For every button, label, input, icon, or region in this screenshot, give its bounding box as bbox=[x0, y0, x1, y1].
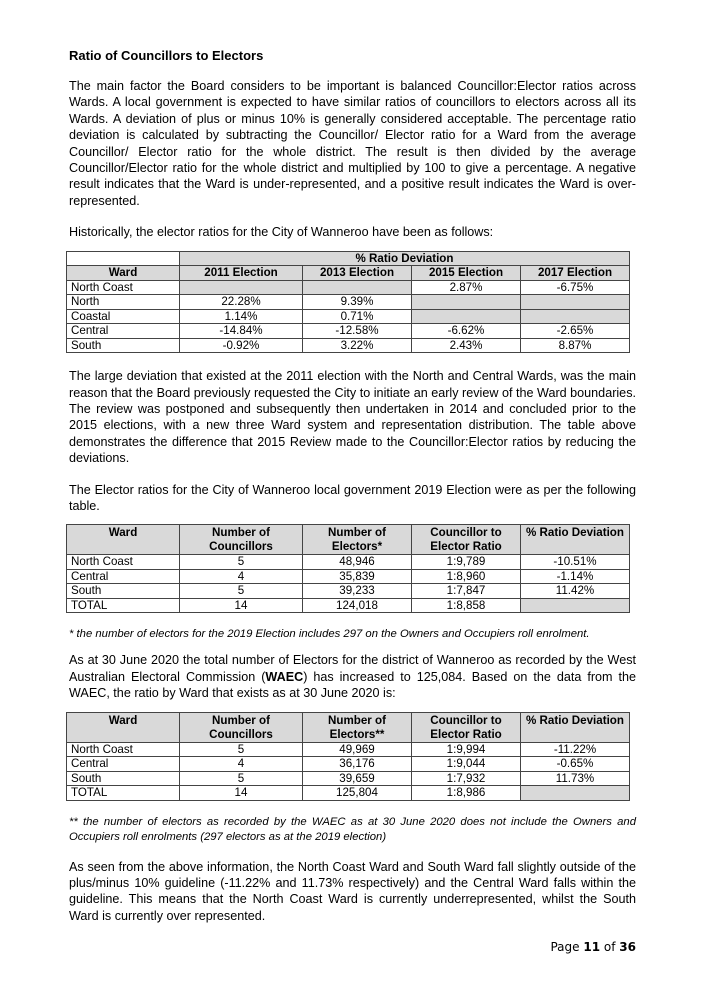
table-row: North Coast 5 48,946 1:9,789 -10.51% bbox=[67, 555, 630, 570]
col-header: Number of Electors** bbox=[303, 712, 412, 742]
table-row: North Coast 5 49,969 1:9,994 -11.22% bbox=[67, 742, 630, 757]
footnote-2019: * the number of electors for the 2019 Election includes 297 on the Owners and Occupiers roll enrolment. bbox=[69, 628, 590, 641]
col-header: Ward bbox=[67, 525, 180, 555]
col-header: Number of Councillors bbox=[180, 712, 303, 742]
col-header: Councillor to Elector Ratio bbox=[412, 525, 521, 555]
col-header: 2015 Election bbox=[412, 266, 521, 281]
table-row: North Coast 2.87% -6.75% bbox=[67, 280, 630, 295]
section-heading: Ratio of Councillors to Electors bbox=[69, 48, 264, 63]
history-paragraph: Historically, the elector ratios for the City of Wanneroo have been as follows: bbox=[69, 225, 494, 240]
waec-2020-table bbox=[66, 712, 630, 801]
conclusion-paragraph: As seen from the above information, the North Coast Ward and South Ward fall slightly outside of the plus/minus 10% guideline (-11.22% and 11.73% respectively) and the Central Ward falls within the guideline. This means that the North Coast Ward is currently underrepresented, whilst the South Ward is currently over represented. bbox=[69, 859, 636, 923]
election-2019-table bbox=[66, 524, 630, 613]
page-total: 36 bbox=[619, 940, 636, 954]
table-row: Coastal 1.14% 0.71% bbox=[67, 309, 630, 324]
col-header: 2017 Election bbox=[521, 266, 630, 281]
col-header: Number of Electors* bbox=[303, 525, 412, 555]
page-footer: Page 11 of 36 bbox=[550, 940, 636, 954]
col-header: Ward bbox=[67, 266, 180, 281]
col-header: 2013 Election bbox=[303, 266, 412, 281]
col-header: % Ratio Deviation bbox=[521, 712, 630, 742]
document-page bbox=[69, 48, 636, 924]
table-row: TOTAL 14 124,018 1:8,858 bbox=[67, 598, 630, 613]
table-row: North 22.28% 9.39% bbox=[67, 295, 630, 310]
deviation-paragraph: The large deviation that existed at the 2011 election with the North and Central Wards, was the main reason that the Board previously requested the City to initiate an early review of the Ward boundaries. The review was postponed and subsequently then undertaken in 2014 and concluded prior to the 2015 elections, with a new three Ward system and representation distribution. The table above demonstrates the difference that 2015 Review made to the Councillor:Elector ratios by reducing the deviations. bbox=[69, 369, 636, 466]
table-row: Central 4 35,839 1:8,960 -1.14% bbox=[67, 569, 630, 584]
table-row: South 5 39,233 1:7,847 11.42% bbox=[67, 584, 630, 599]
page-number: 11 bbox=[583, 940, 601, 954]
waec-paragraph: As at 30 June 2020 the total number of Electors for the district of Wanneroo as recorded by the West Australian Electoral Commission (WAEC) has increased to 125,084. Based on the data from the WAEC, the ratio by Ward that exists as at 30 June 2020 is: bbox=[69, 653, 636, 701]
col-header: Councillor to Elector Ratio bbox=[412, 712, 521, 742]
table-row: TOTAL 14 125,804 1:8,986 bbox=[67, 786, 630, 801]
group-header: % Ratio Deviation bbox=[180, 251, 630, 266]
footnote-2020: ** the number of electors as recorded by the WAEC as at 30 June 2020 does not include the Owners and Occupiers roll enrolments (297 electors as at the 2019 election) bbox=[69, 815, 636, 843]
intro-paragraph: The main factor the Board considers to be important is balanced Councillor:Elector ratios across Wards. A local government is expected to have similar ratios of councillors to electors across all its Wards. A deviation of plus or minus 10% is generally considered acceptable. The percentage ratio deviation is calculated by subtracting the Councillor/ Elector ratio for a Ward from the average Councillor/ Elector ratio for the whole district. The result is then divided by the average Councillor/Elector ratio for the whole district and multiplied by 100 to give a percentage. A negative result indicates that the Ward is under-represented, and a positive result indicates the Ward is over-represented. bbox=[69, 79, 636, 208]
table-row: South 5 39,659 1:7,932 11.73% bbox=[67, 771, 630, 786]
election-2019-paragraph: The Elector ratios for the City of Wanneroo local government 2019 Election were as per the following table. bbox=[69, 482, 636, 513]
table-row: Central 4 36,176 1:9,044 -0.65% bbox=[67, 757, 630, 772]
table-row: South -0.92% 3.22% 2.43% 8.87% bbox=[67, 338, 630, 353]
col-header: % Ratio Deviation bbox=[521, 525, 630, 555]
col-header: Number of Councillors bbox=[180, 525, 303, 555]
historical-ratio-table bbox=[66, 251, 630, 354]
col-header: Ward bbox=[67, 712, 180, 742]
table-row: Central -14.84% -12.58% -6.62% -2.65% bbox=[67, 324, 630, 339]
col-header: 2011 Election bbox=[180, 266, 303, 281]
